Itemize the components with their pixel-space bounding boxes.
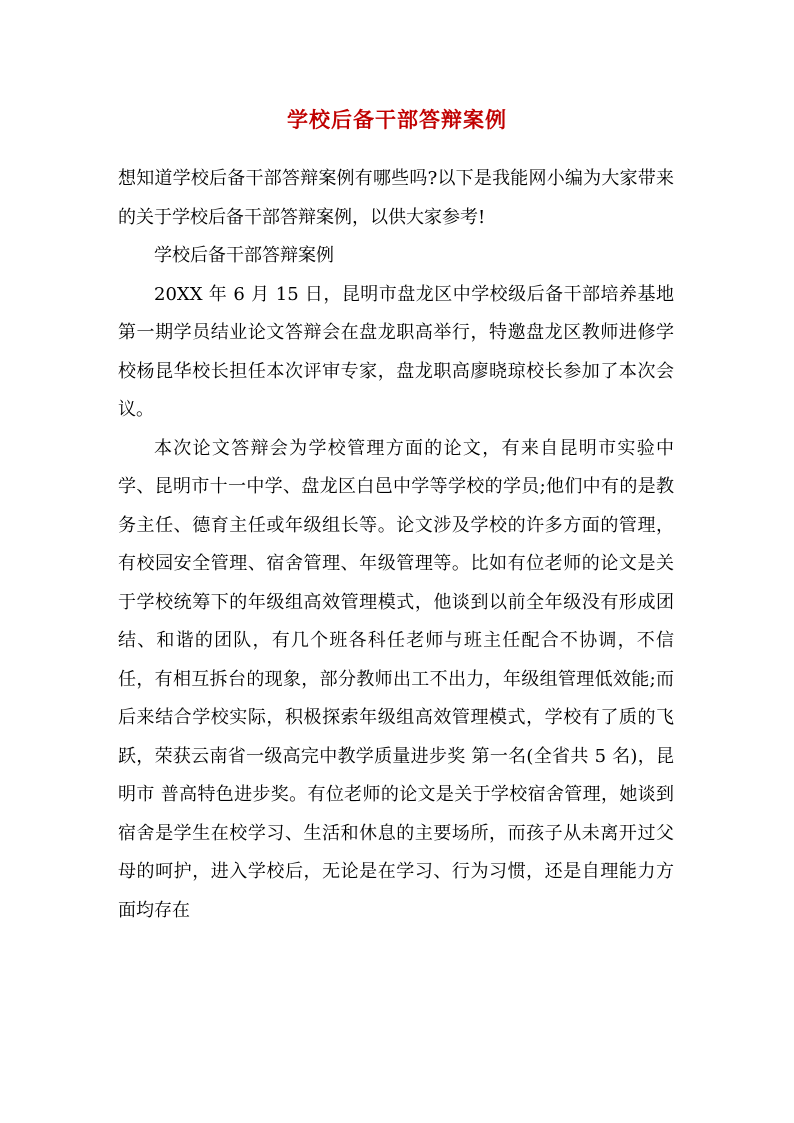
intro-paragraph: 想知道学校后备干部答辩案例有哪些吗?以下是我能网小编为大家带来的关于学校后备干部答辩案例，以供大家参考! — [118, 168, 674, 228]
body-paragraph: 本次论文答辩会为学校管理方面的论文，有来自昆明市实验中学、昆明市十一中学、盘龙区白邑中学等学校的学员;他们中有的是教务主任、德育主任或年级组长等。论文涉及学校的许多方面的管理，有校园安全管理、宿舍管理、年级管理等。比如有位老师的论文是关于学校统筹下的年级组高效管理模式，他谈到以前全年级没有形成团结、和谐的团队，有几个班各科任老师与班主任配合不协调，不信任，有相互拆台的现象，部分教师出工不出力，年级组管理低效能;而后来结合学校实际，积极探索年级组高效管理模式，学校有了质的飞跃，荣获云南省一级高完中教学质量进步奖 第一名(全省共 5 名)，昆明市 普高特色进步奖。有位老师的论文是关于学校宿舍管理，她谈到宿舍是学生在校学习、生活和休息的主要场所，而孩子从未离开过父母的呵护，进入学校后，无论是在学习、行为习惯，还是自理能力方面均存在 — [118, 437, 674, 921]
body-paragraph: 20XX 年 6 月 15 日，昆明市盘龙区中学校级后备干部培养基地第一期学员结业论文答辩会在盘龙职高举行，特邀盘龙区教师进修学校杨昆华校长担任本次评审专家，盘龙职高廖晓琼校长参加了本次会议。 — [118, 283, 674, 420]
section-heading: 学校后备干部答辩案例 — [154, 245, 334, 266]
document-body — [118, 160, 674, 930]
document-title: 学校后备干部答辩案例 — [287, 107, 507, 132]
